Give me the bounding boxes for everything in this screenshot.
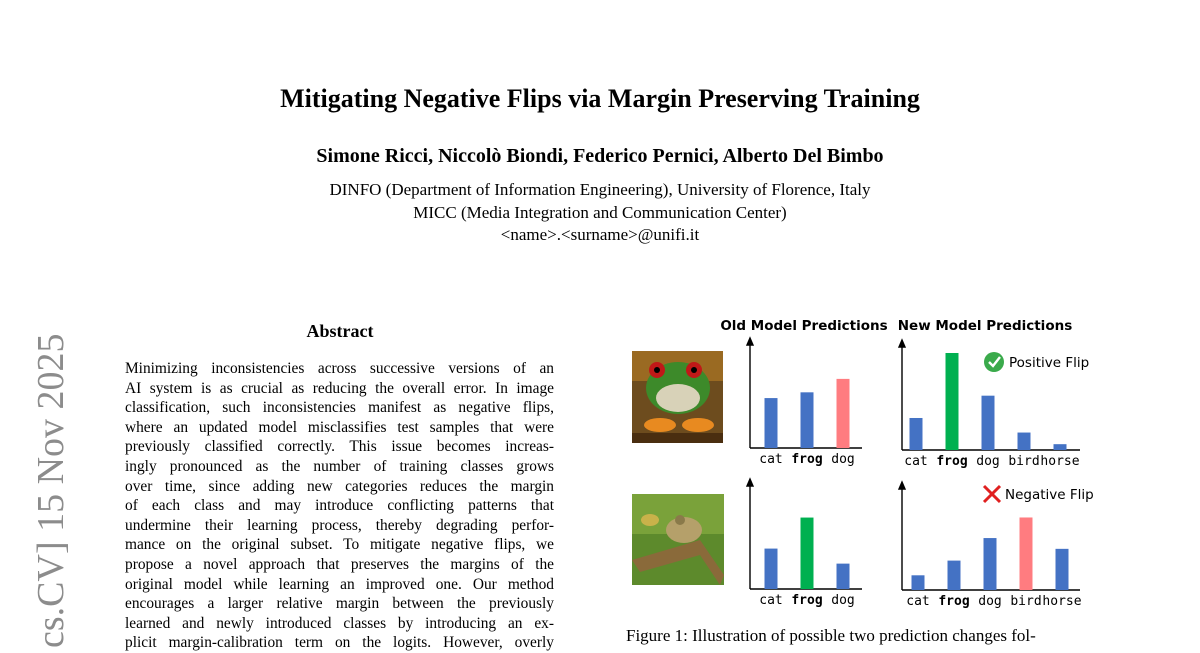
old-model-header: Old Model Predictions	[720, 318, 888, 334]
bar-row1-old-dog	[837, 379, 850, 448]
cross-icon	[984, 486, 1000, 502]
tick-label-row2-new-frog: frog	[938, 594, 970, 609]
check-icon	[984, 352, 1004, 372]
abstract-line: AI system is as crucial as reducing the overall error. In image	[125, 379, 554, 397]
tick-label-row2-old-cat: cat	[759, 593, 783, 608]
paper-authors: Simone Ricci, Niccolò Biondi, Federico Pernici, Alberto Del Bimbo	[316, 145, 884, 167]
bar-row1-new-bird	[1018, 433, 1031, 450]
tick-label-row1-new-bird: bird	[1008, 454, 1040, 469]
negative-flip-label: Negative Flip	[1005, 487, 1094, 503]
bar-row1-old-cat	[765, 398, 778, 448]
bar-row2-new-dog	[984, 538, 997, 590]
frog-photo-2	[632, 494, 724, 585]
bars-layer	[765, 353, 1069, 590]
abstract-line: previously classified correctly. This issue becomes increas-	[125, 438, 554, 456]
bar-row1-new-cat	[910, 418, 923, 450]
abstract-line: encourages a larger relative margin between the previously	[125, 595, 554, 613]
bar-row2-new-frog	[948, 561, 961, 590]
paper-title: Mitigating Negative Flips via Margin Preserving Training	[280, 84, 920, 113]
abstract-line: propose a novel approach that preserves the margins of the	[125, 555, 554, 573]
tick-label-row1-old-cat: cat	[759, 452, 783, 467]
tick-label-row1-old-dog: dog	[831, 452, 855, 467]
bar-row2-old-dog	[837, 564, 850, 589]
tick-label-row1-new-dog: dog	[976, 454, 1000, 469]
tick-label-row2-old-dog: dog	[831, 593, 855, 608]
abstract-line: classification, such inconsistencies manifest as negative flips,	[125, 399, 554, 417]
tick-label-row1-new-frog: frog	[936, 454, 968, 469]
abstract-line: plicit margin-calibration term on the logits. However, overly	[125, 634, 554, 652]
tick-label-row1-new-horse: horse	[1040, 454, 1080, 469]
new-model-header: New Model Predictions	[897, 318, 1073, 334]
tick-label-row2-new-dog: dog	[978, 594, 1002, 609]
tick-label-row1-old-frog: frog	[791, 452, 823, 467]
positive-flip-label: Positive Flip	[1009, 355, 1090, 371]
abstract-line: ingly pronounced as the number of training classes grows	[125, 457, 554, 475]
arxiv-stamp: cs.CV] 15 Nov 2025	[30, 333, 72, 648]
bar-row1-old-frog	[801, 392, 814, 448]
abstract-line: original model while learning an improved one. Our method	[125, 575, 554, 593]
figure-caption: Figure 1: Illustration of possible two prediction changes fol-	[626, 626, 1036, 645]
bar-row1-new-horse	[1054, 444, 1067, 450]
tick-label-row2-new-cat: cat	[906, 594, 930, 609]
affiliation-line-2: MICC (Media Integration and Communication Center)	[413, 203, 787, 222]
bar-row2-old-cat	[765, 549, 778, 589]
tick-label-row1-new-cat: cat	[904, 454, 928, 469]
bar-row2-new-horse	[1056, 549, 1069, 590]
abstract-line: undermine their learning process, thereby degrading perfor-	[125, 516, 554, 534]
abstract-line: mance on the original subset. To mitigate negative flips, we	[125, 536, 554, 554]
bar-row2-new-bird	[1020, 517, 1033, 590]
abstract-line: of each class and may introduce conflicting patterns that	[125, 497, 554, 515]
author-email: <name>.<surname>@unifi.it	[500, 225, 700, 244]
frog-photo-1	[632, 351, 723, 443]
bar-row1-new-frog	[946, 353, 959, 450]
tick-label-row2-old-frog: frog	[791, 593, 823, 608]
tick-label-row2-new-bird: bird	[1010, 594, 1042, 609]
affiliation-line-1: DINFO (Department of Information Engineering), University of Florence, Italy	[329, 180, 871, 199]
abstract-line: learned and newly introduced classes by introducing an ex-	[125, 614, 554, 632]
bar-row1-new-dog	[982, 396, 995, 450]
abstract-line: over time, since adding new categories reduces the margin	[125, 477, 554, 495]
tick-label-row2-new-horse: horse	[1042, 594, 1082, 609]
abstract-line: where an updated model misclassifies test samples that were	[125, 418, 554, 436]
abstract-heading: Abstract	[306, 321, 374, 341]
bar-row2-old-frog	[801, 518, 814, 589]
bar-row2-new-cat	[912, 575, 925, 590]
abstract-line: Minimizing inconsistencies across successive versions of an	[125, 360, 554, 377]
